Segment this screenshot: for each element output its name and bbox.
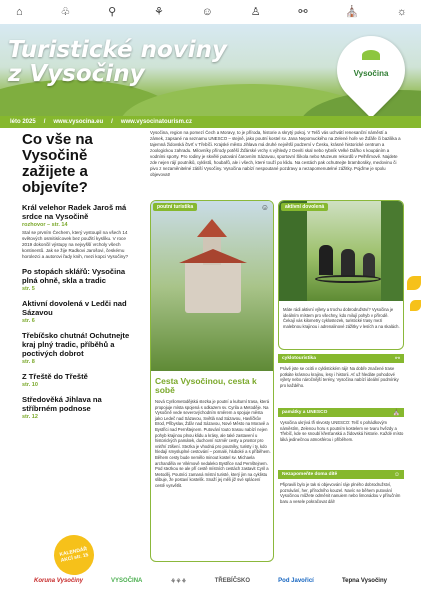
- cyclists-photo: [279, 201, 403, 301]
- teaser-title: Třebíčsko chutná! Ochutnejte kraj plný tradic, příběhů a poctivých dobrot: [22, 331, 130, 358]
- card-body: Nová Cyrilometodějská stezka je poutní a kulturní trasa, která propojuje místa spojená s odkazem sv. Cyrila a Metoděje. Na Vysočině vede severovýchodním směrem a spojuje města jako Ledeč nad Sázavou, Světlá nad Sázavou, Havlíčkův Brod, Přibyslav, Žďár nad Sázavou, Nové Město na Moravě a Bystřici nad Pernštejnem. Putování touto trasou nabízí nejen pohyb krajinou plnou klidu a krásy, ale také zastavení u historických památek, duchovní rozměr cesty a prostor pro vnitřní ztišení. Stezka je vhodná pro poutníky, turisty i ty, kdo hledají smysluplné cestování – pomalé, hluboké a s příběhem. Během cesty bude nemělo minout kostel sv. Michaela archanděla ve Vilémově nedaleko Bystřice nad Pernštejnem. Pod stezkou se ale pří cestě místních cestách zastavit Cyril a Metoděj. Poutníci zamaná místní turisté, který jim na cyklistu slibuje, že postaví kostelík. Snaží jej měli již své splácení cestě vysvětlit.: [155, 399, 271, 488]
- section-body: Vysočina ukrývá tři skvosty UNESCO: Telč s pohádkovým náměstím, Zelenou horu s poutním kostelem ve tvaru hvězdy a Třebíč, kde se snoubí křesťanská a židovská historie. Každé místo láká jedinečnou atmosférou i příběhem.: [280, 420, 404, 442]
- teaser-page-ref: str. 8: [22, 359, 35, 365]
- website-link[interactable]: www.vysocinatourism.cz: [120, 119, 192, 125]
- family-icon: ☺: [393, 471, 400, 478]
- active-holiday-card: [278, 200, 404, 350]
- cookie-icon: ☼: [396, 5, 407, 18]
- bicycle-icon: ⚲: [108, 5, 117, 18]
- castle-photo: [151, 201, 273, 371]
- teaser-title: Aktivní dovolená v Ledči nad Sázavou: [22, 299, 127, 317]
- separator: /: [43, 119, 46, 125]
- card-tag: aktivní dovolená: [281, 203, 328, 211]
- teaser[interactable]: [22, 299, 136, 324]
- separator: /: [111, 119, 113, 125]
- website-link[interactable]: www.vysocina.eu: [53, 119, 104, 125]
- teaser-title: Po stopách sklářů: Vysočina plná ohně, skla a tradic: [22, 267, 126, 285]
- teaser[interactable]: [22, 331, 136, 365]
- pilgrim-card: [150, 200, 274, 562]
- teaser-title: Středověká Jihlava na stříbrném podnose: [22, 395, 102, 413]
- smile-icon: ☺: [260, 203, 269, 212]
- card-headline: Cesta Vysočinou, cesta k sobě: [155, 376, 257, 395]
- section-title: památky a UNESCO: [282, 410, 328, 415]
- tree-shape: [279, 201, 307, 301]
- teaser[interactable]: [22, 372, 136, 388]
- logo-mark-icon: [362, 50, 380, 60]
- teaser-text: Stal se prvním Čechem, který vystoupil na všech 14 světových osmitisícovek bez použití kyslíku. V roce 2019 dokončil výstupy na nejvyšší vrcholy všech kontinentů. Jak se žije Radkovi Jarošovi, českému horolezci a autorovi řady knih, mezi kopci Vysočiny?: [22, 230, 129, 259]
- main-headline: Co vše na Vysočině zažijete a objevíte?: [22, 131, 93, 196]
- season-label: léto 2025: [10, 119, 36, 125]
- fork-knife-icon: ⚘: [153, 5, 164, 18]
- masthead-banner: [0, 24, 421, 120]
- icon-bar: [0, 0, 421, 24]
- teaser-title: Z Třeště do Třeště: [22, 372, 88, 381]
- leaf-icon: ♧: [60, 5, 71, 18]
- partner-logos: [0, 566, 421, 596]
- cyclist-shape: [363, 253, 375, 277]
- yellow-leaf-decoration: [410, 300, 421, 311]
- pilgrim-card-text: [155, 377, 271, 489]
- teaser[interactable]: [22, 203, 136, 260]
- teaser-page-ref: str. 6: [22, 318, 35, 324]
- card-body: Máte rádi aktivní výlety a trochu dobrodružství? Vysočina je ideálním místem pro všechny, kdo milují pohyb v přírodě. Čekají vás kilometry cyklostezek, turistické trasy mezi malebnou krajinou i adrenalinové zážitky v lesích a na skalách.: [283, 307, 400, 329]
- left-column: [22, 132, 136, 420]
- logo-text: Vysočina: [353, 69, 389, 78]
- partner-logo: Pod Javořicí: [278, 578, 314, 584]
- teaser[interactable]: [22, 267, 136, 292]
- section-body: Právě jste se ocitli v cyklistickém ráji! Na dobře značené trase potkáte krásnou krajinu, lesy i historii. Ať už hledáte pohodové výlety nebo náročnější terény, Vysočina nabízí ideální podmínky pro každého.: [280, 366, 399, 388]
- vysocina-logo: [339, 50, 403, 81]
- castle-shape: [185, 259, 241, 313]
- intro-paragraph: Vysočina, region na pomezí Čech a Moravy, to je příroda, historie a skrytý pokoj. V Telči vás uchvátí renesanční náměstí a zámek, zapsané na seznamu UNESCO – stejně, jako poutní kostel sv. Jana Nepomuckého na Zelené hoře ve Žďáře či bazilika a tajemná židovská čtvrť v Třebíči. Krajské město Jihlava má druhé největší podzemí v Česku, krásné historické centrum a zoologickou zahradu. Milovníky přírody potěší Žďárské vrchy s výhledy z Devíti skal nebo rybník Velké Dářko s koupáním a vodními sporty. Pro rodiny je skvělé putování čarovním Sázavou, sportovní Šikola nebo Muzeum rekordů v Pelhřimově. Najdete zde nejen rájí poutníků, cyklistů, houbařů, ale i všech, které touží po klidu. Na cestách pak ochutnejte bramboráky, medovinu či pivo z nezaměnitelné zátiší Vysočiny. Vysočina nabízí nespoutané pozdravy a nezapomenutelné zážitky. Pojďme je spolu objevovat!: [150, 130, 401, 177]
- cyclist-shape: [341, 249, 355, 277]
- house-icon: ⌂: [16, 5, 23, 18]
- cyclist-icon: ⚯: [298, 5, 308, 18]
- section-header-cycling: [278, 354, 404, 363]
- church-icon: ⛪: [392, 410, 400, 416]
- section-body: Připravili bylo je tak si objevování ráje plného dobrodružství, poznávání, her, přírodního kouzel. Navíc se během putování Vysočinou můžete odměnit nanuiem nebo limonádou v příručním baru a vesele pokračovat dál!: [280, 482, 401, 504]
- tree-shape: [381, 201, 403, 301]
- partner-logo: Koruna Vysočiny: [34, 578, 83, 584]
- cyclist-icon: ⚯: [394, 356, 400, 362]
- partner-logo: ⚘⚘⚘: [170, 578, 187, 585]
- info-bar: [0, 116, 421, 128]
- section-title: cyklotouristika: [282, 356, 316, 361]
- bike-wheels-shape: [315, 275, 381, 283]
- title-line-1: Turistické noviny: [8, 37, 228, 63]
- teaser[interactable]: [22, 395, 136, 420]
- teaser-page-ref: str. 5: [22, 286, 35, 292]
- partner-logo: Tepna Vysočiny: [341, 578, 387, 584]
- church-icon: ⛪: [345, 5, 360, 18]
- card-tag: poutní turistika: [153, 203, 197, 211]
- partner-logo: TŘEBÍČSKO: [214, 578, 251, 584]
- title-line-2: z Vysočiny: [8, 61, 145, 87]
- teaser-page-ref: str. 12: [22, 414, 38, 420]
- cyclist-shape: [319, 245, 333, 275]
- section-header-kids: [278, 470, 404, 479]
- castle-roof-shape: [179, 249, 247, 263]
- teaser-page-ref: str. 10: [22, 382, 38, 388]
- teaser-title: Král velehor Radek Jaroš má srdce na Vysočině: [22, 203, 127, 221]
- castle-roof-shape: [197, 219, 227, 237]
- section-header-unesco: [278, 408, 404, 417]
- calendar-badge-text: KALENDÁŘ AKCÍ str. 15: [59, 546, 89, 564]
- hiker-icon: ♙: [250, 5, 261, 18]
- section-title: Nezapomeňte doma dítě: [282, 472, 338, 477]
- teaser-page-ref: rozhovor – str. 14: [22, 222, 68, 228]
- yellow-leaf-decoration: [407, 276, 421, 290]
- masthead-title: [8, 38, 227, 86]
- family-icon: ☺: [201, 5, 213, 18]
- partner-logo: VYSOČINA: [111, 578, 143, 584]
